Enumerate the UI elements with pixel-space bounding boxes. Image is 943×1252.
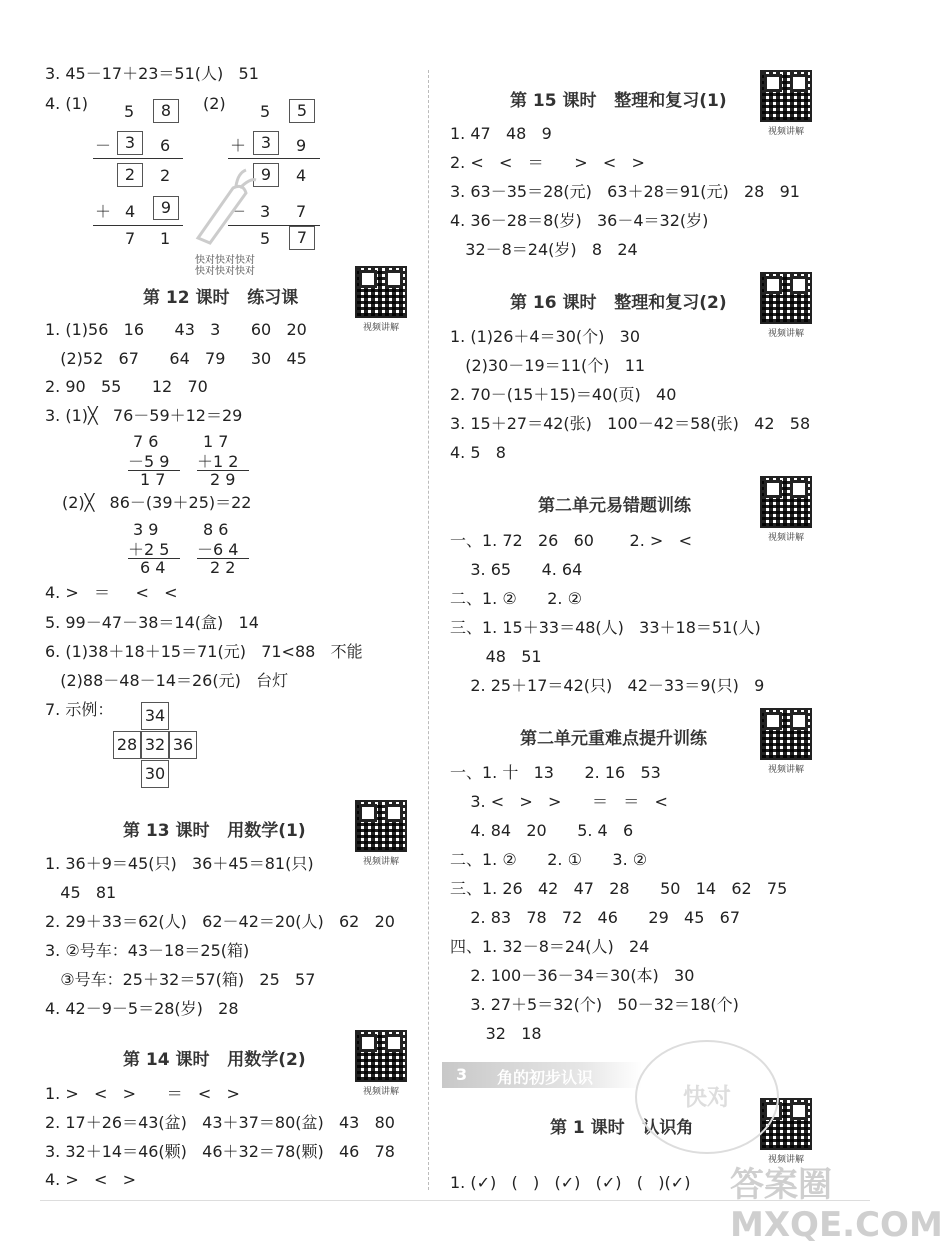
answer-line: 3. (1)╳ 76－59＋12＝29: [45, 406, 243, 425]
answer-line: 2. 29＋33＝62(人) 62－42＝20(人) 62 20: [45, 912, 395, 931]
answer-line: 3. 65 4. 64: [450, 560, 583, 579]
watermark-logo: 答案圈 MXQE.COM: [730, 1165, 943, 1245]
answer-box: 3: [117, 131, 143, 155]
answer-line: 3. 63－35＝28(元) 63＋28＝91(元) 28 91: [450, 182, 800, 201]
footer-rule: [40, 1200, 870, 1201]
answer-line: 二、1. ② 2. ②: [450, 589, 582, 608]
answer-line: 4. 84 20 5. 4 6: [450, 821, 634, 840]
answer-line: 1. (1)26＋4＝30(个) 30: [450, 327, 641, 346]
unit-2-key-points-title: 第二单元重难点提升训练: [520, 729, 707, 749]
qr-code-icon[interactable]: 视频讲解: [355, 1030, 407, 1097]
answer-line: (2)╳ 86－(39＋25)＝22: [62, 493, 252, 512]
answer-line: 3. 45－17＋23＝51(人) 51: [45, 64, 259, 83]
answer-line: 2. < < ＝ > < >: [450, 153, 645, 172]
unit-2-error-training-title: 第二单元易错题训练: [538, 496, 691, 516]
lesson-15-title: 第 15 课时 整理和复习(1): [510, 91, 727, 111]
lesson-1-title: 第 1 课时 认识角: [550, 1118, 694, 1138]
qr-code-icon[interactable]: 视频讲解: [355, 800, 407, 867]
qr-code-icon[interactable]: 视频讲解: [355, 266, 407, 333]
qr-code-icon[interactable]: 视频讲解: [760, 476, 812, 543]
answer-line: 2. 17＋26＝43(盆) 43＋37＝80(盆) 43 80: [45, 1113, 395, 1132]
qr-code-icon[interactable]: 视频讲解: [760, 1098, 812, 1165]
answer-line: 三、1. 15＋33＝48(人) 33＋18＝51(人): [450, 618, 761, 637]
answer-line: 三、1. 26 42 47 28 50 14 62 75: [450, 879, 788, 898]
chapter-number: 3: [456, 1065, 468, 1084]
answer-line: 3. < > > ＝ ＝ <: [450, 792, 668, 811]
answer-box: 3: [253, 131, 279, 155]
answer-line: 4. > < >: [45, 1170, 137, 1189]
answer-line: 4. (1): [45, 94, 89, 113]
answer-line: 1. 47 48 9: [450, 124, 552, 143]
answer-line: 1. 36＋9＝45(只) 36＋45＝81(只): [45, 854, 314, 873]
answer-box: 2: [117, 163, 143, 187]
lesson-13-title: 第 13 课时 用数学(1): [123, 821, 306, 841]
answer-line: 四、1. 32－8＝24(人) 24: [450, 937, 650, 956]
carrot-mascot-icon: [188, 168, 258, 252]
answer-line: (2)30－19＝11(个) 11: [450, 356, 646, 375]
mascot-caption: 快对快对快对 快对快对快对: [195, 255, 255, 277]
answer-box: 5: [289, 99, 315, 123]
answer-line: 一、1. 十 13 2. 16 53: [450, 763, 661, 782]
answer-line: 3. 15＋27＝42(张) 100－42＝58(张) 42 58: [450, 414, 811, 433]
answer-line: 4. > ＝ < <: [45, 583, 178, 602]
answer-line: 2. 25＋17＝42(只) 42－33＝9(只) 9: [450, 676, 765, 695]
answer-line: 二、1. ② 2. ① 3. ②: [450, 850, 648, 869]
answer-line: 48 51: [450, 647, 542, 666]
answer-line: 2. 83 78 72 46 29 45 67: [450, 908, 741, 927]
answer-line: 32 18: [450, 1024, 542, 1043]
answer-box: 7: [289, 226, 315, 250]
answer-box: 8: [153, 99, 179, 123]
answer-line: 2. 90 55 12 70: [45, 377, 208, 396]
answer-line: 7. 示例：: [45, 700, 114, 719]
answer-line: 2. 70－(15＋15)＝40(页) 40: [450, 385, 677, 404]
lesson-14-title: 第 14 课时 用数学(2): [123, 1050, 306, 1070]
answer-line: 3. 32＋14＝46(颗) 46＋32＝78(颗) 46 78: [45, 1142, 395, 1161]
answer-label: (2): [203, 94, 226, 113]
answer-line: 4. 42－9－5＝28(岁) 28: [45, 999, 239, 1018]
qr-code-icon[interactable]: 视频讲解: [760, 708, 812, 775]
qr-code-icon[interactable]: 视频讲解: [760, 70, 812, 137]
answer-line: 32－8＝24(岁) 8 24: [450, 240, 638, 259]
answer-line: 6. (1)38＋18＋15＝71(元) 71<88 不能: [45, 642, 363, 661]
answer-line: 5. 99－47－38＝14(盒) 14: [45, 613, 259, 632]
lesson-12-title: 第 12 课时 练习课: [143, 288, 299, 308]
answer-line: 1. > < > ＝ < >: [45, 1084, 240, 1103]
answer-line: 1. (✓) ( ) (✓) (✓) ( )(✓): [450, 1173, 691, 1192]
answer-line: 3. ②号车：43－18＝25(箱): [45, 941, 250, 960]
qr-code-icon[interactable]: 视频讲解: [760, 272, 812, 339]
lesson-16-title: 第 16 课时 整理和复习(2): [510, 293, 727, 313]
answer-line: 3. 27＋5＝32(个) 50－32＝18(个): [450, 995, 739, 1014]
column-divider: [428, 70, 429, 1190]
answer-line: 1. (1)56 16 43 3 60 20: [45, 320, 307, 339]
answer-line: ③号车：25＋32＝57(箱) 25 57: [45, 970, 316, 989]
answer-box: 9: [153, 196, 179, 220]
answer-line: (2)52 67 64 79 30 45: [45, 349, 307, 368]
answer-box: 9: [253, 163, 279, 187]
answer-line: 4. 5 8: [450, 443, 506, 462]
answer-line: 45 81: [45, 883, 117, 902]
answer-line: 一、1. 72 26 60 2. > <: [450, 531, 692, 550]
answer-line: 4. 36－28＝8(岁) 36－4＝32(岁): [450, 211, 709, 230]
chapter-title: 角的初步认识: [497, 1068, 594, 1087]
kuaidui-stamp-logo: 快对: [635, 1040, 779, 1154]
answer-line: 2. 100－36－34＝30(本) 30: [450, 966, 695, 985]
chapter-banner: [442, 1062, 642, 1088]
answer-line: (2)88－48－14＝26(元) 台灯: [45, 671, 289, 690]
